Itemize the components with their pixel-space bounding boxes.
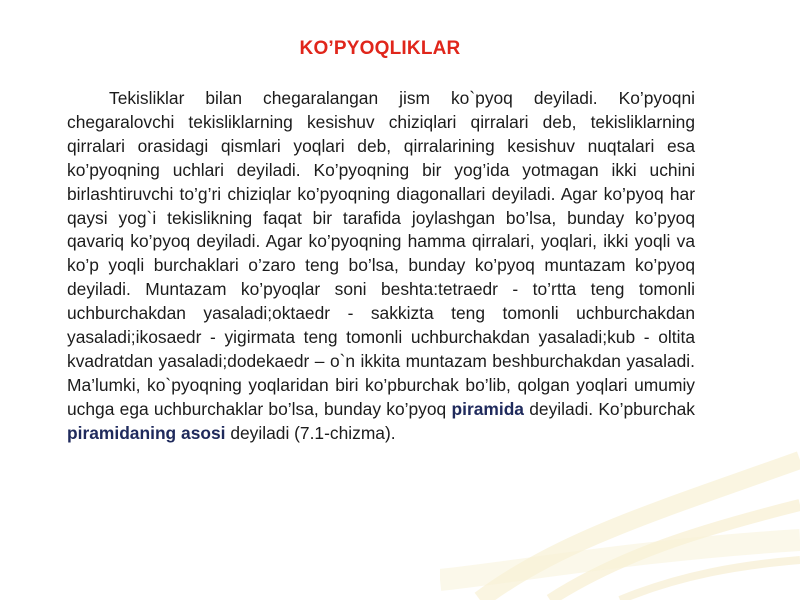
body-text-part3: deyiladi (7.1-chizma). <box>225 422 396 443</box>
slide-body-text <box>67 87 695 446</box>
slide-title: KO’PYOQLIKLAR <box>299 38 461 59</box>
body-text-part1: Tekisliklar bilan chegaralangan jism ko`pyoq deyiladi. Ko’pyoqni chegaralovchi tekisliklarning kesishuv chiziqlari qirralari deb, tekisliklarning qirralari orasidagi qismlari yoqlari deb, qirralarining kesishuv nuqtalari esa ko’pyoqning uchlari deyiladi. Ko’pyoqning bir yog’ida yotmagan ikki uchini birlashtiruvchi to’g’ri chiziqlar ko’pyoqning diagonallari deyiladi. Agar ko’pyoq har qaysi yog`i tekislikning faqat bir tarafida joylashgan bo’lsa, bunday ko’pyoq qavariq ko’pyoq deyiladi. Agar ko’pyoqning hamma qirralari, yoqlari, ikki yoqli va ko’p yoqli burchaklari o’zaro teng bo’lsa, bunday ko’pyoq muntazam ko’pyoq deyiladi. Muntazam ko’pyoqlar soni beshta:tetraedr - to’rtta teng tomonli uchburchakdan yasaladi;oktaedr - sakkizta teng tomonli uchburchakdan yasaladi;ikosaedr - yigirmata teng tomonli uchburchakdan yasaladi;kub - oltita kvadratdan yasaladi;dodekaedr – o`n ikkita muntazam beshburchakdan yasaladi. Ma’lumki, ko`pyoqning yoqlaridan biri ko’pburchak bo’lib, qolgan yoqlari umumiy uchga ega uchburchaklar bo’lsa, bunday ko’pyoq <box>67 88 695 419</box>
keyword-piramidaning-asosi: piramidaning asosi <box>67 422 226 443</box>
body-text-part2: deyiladi. Ko’pburchak <box>523 398 695 419</box>
keyword-piramida: piramida <box>451 398 524 419</box>
